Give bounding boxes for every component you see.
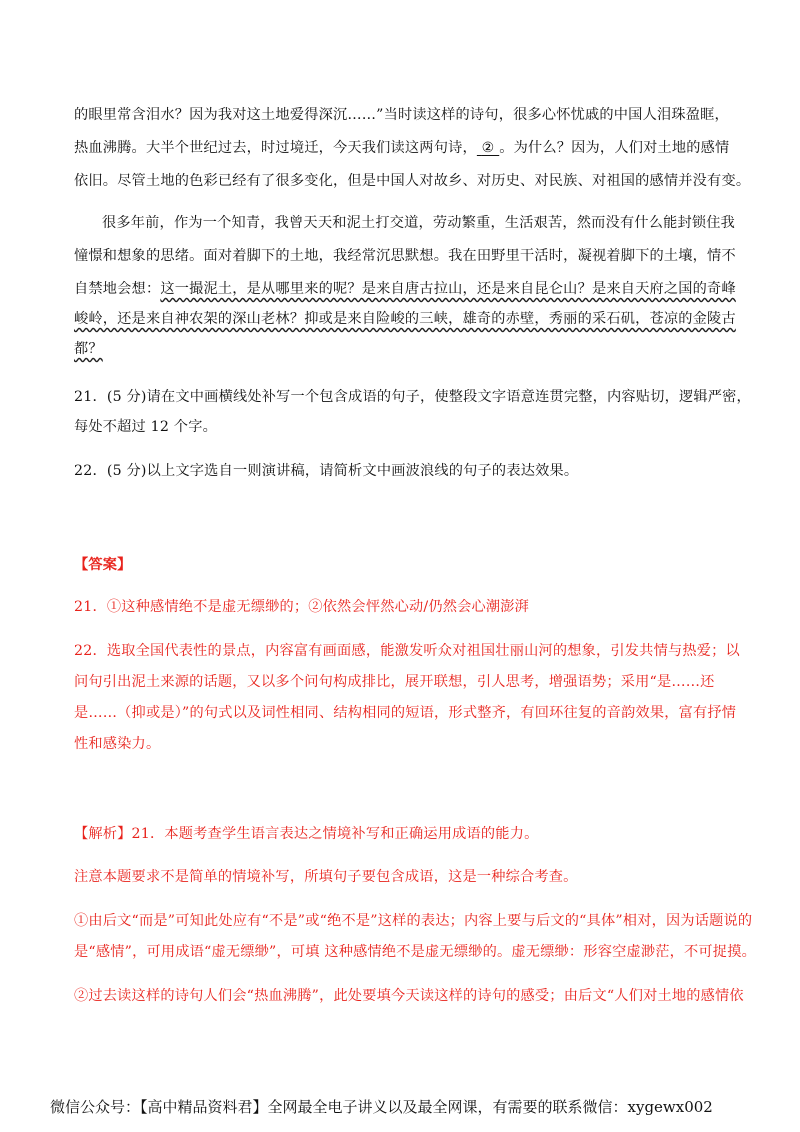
passage-line [74, 308, 736, 328]
question-22: 22．(5 分)以上文字选自一则演讲稿，请简析文中画波浪线的句子的表达效果。 [74, 463, 579, 479]
analysis-line: 是“感情”，可用成语“虚无缥缈”，可填 这种感情绝不是虚无缥缈的。虚无缥缈：形容空虚渺茫，不可捉摸。 [74, 944, 756, 960]
passage-text: 。为什么？因为，人们对土地的感情 [499, 140, 730, 156]
wavy-underlined-sentence: 都？ [74, 341, 103, 357]
analysis-heading: 【解析】21．本题考查学生语言表达之情境补写和正确运用成语的能力。 [74, 826, 539, 842]
question-21-cont: 每处不超过 12 个字。 [74, 419, 217, 435]
passage-line: 憧憬和想象的思绪。面对着脚下的土地，我经常沉思默想。我在田野里干活时，凝视着脚下的土壤，情不 [74, 248, 736, 264]
question-21: 21．(5 分)请在文中画横线处补写一个包含成语的句子，使整段文字语意连贯完整，内容贴切，逻辑严密， [74, 389, 751, 405]
answer-22: 问句引出泥土来源的话题，又以多个问句构成排比，展开联想，引人思考，增强语势；采用“是……还 [74, 674, 715, 690]
answer-blank-2 [477, 140, 499, 156]
passage-text: 自禁地会想： [74, 281, 161, 297]
answer-heading: 【答案】 [74, 557, 132, 573]
wavy-underlined-sentence: 峻岭，还是来自神农架的深山老林？抑或是来自险峻的三峡，雄奇的赤壁，秀丽的采石矶，苍凉的金陵古 [74, 311, 736, 327]
analysis-line: ②过去读这样的诗句人们会“热血沸腾”，此处要填今天读这样的诗句的感受；由后文“人们对土地的感情依 [74, 988, 744, 1004]
passage-line [74, 137, 729, 157]
passage-line: 很多年前，作为一个知青，我曾天天和泥土打交道，劳动繁重，生活艰苦，然而没有什么能封锁住我 [102, 215, 736, 231]
answer-21: 21．①这种感情绝不是虚无缥缈的；②依然会怦然心动/仍然会心潮澎湃 [74, 599, 530, 615]
analysis-line: 注意本题要求不是简单的情境补写，所填句子要包含成语，这是一种综合考查。 [74, 869, 578, 885]
page-footer: 微信公众号：【高中精品资料君】全网最全电子讲义以及最全网课，有需要的联系微信：xygewx002 [50, 1098, 713, 1116]
passage-line [74, 338, 103, 358]
passage-line: 依旧。尽管土地的色彩已经有了很多变化，但是中国人对故乡、对历史、对民族、对祖国的感情并没有变。 [74, 173, 751, 189]
analysis-line: ①由后文“而是”可知此处应有“不是”或“绝不是”这样的表达；内容上要与后文的“具体”相对，因为话题说的 [74, 913, 753, 929]
answer-22: 22．选取全国代表性的景点，内容富有画面感，能激发听众对祖国壮丽山河的想象，引发共情与热爱；以 [74, 643, 740, 659]
passage-text: 热血沸腾。大半个世纪过去，时过境迁，今天我们读这两句诗， [74, 140, 477, 156]
wavy-underlined-sentence: 这一撮泥土，是从哪里来的呢？是来自唐古拉山，还是来自昆仑山？是来自天府之国的奇峰 [160, 281, 736, 297]
passage-line [74, 278, 736, 298]
blank-number: ② [481, 140, 495, 156]
passage-line: 的眼里常含泪水？因为我对这土地爱得深沉……”当时读这样的诗句，很多心怀忧戚的中国人泪珠盈眶， [74, 107, 729, 123]
answer-22: 性和感染力。 [74, 736, 161, 752]
answer-22: 是……（抑或是）”的句式以及词性相同、结构相同的短语，形式整齐，有回环往复的音韵效果，富有抒情 [74, 705, 737, 721]
